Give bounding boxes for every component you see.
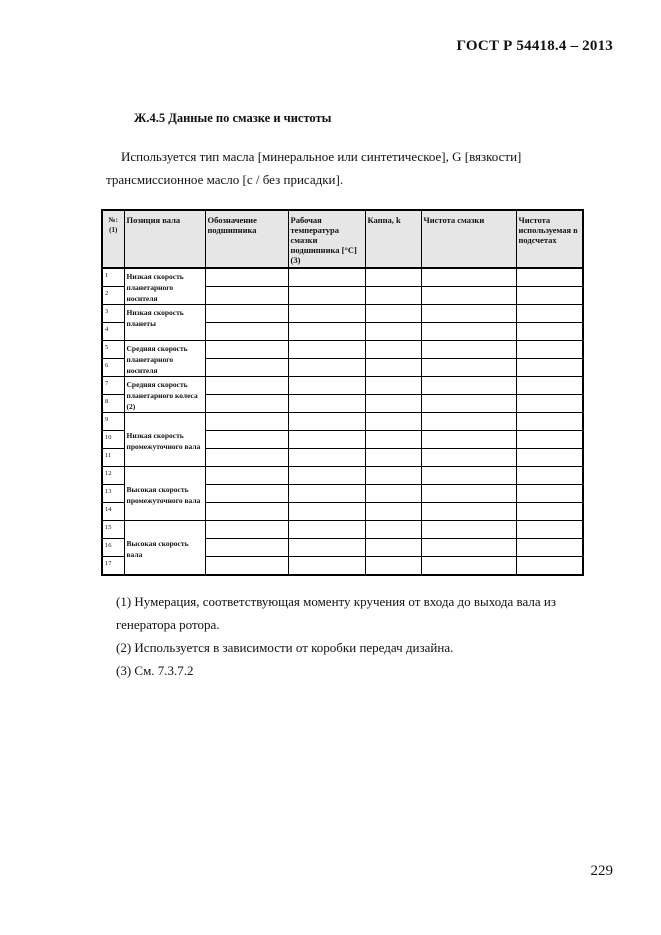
shaft-position-cell: Средняя скорость планетарного носителя [124,341,205,377]
empty-cell [365,557,421,576]
empty-cell [516,377,583,395]
empty-cell [365,377,421,395]
empty-cell [516,467,583,485]
row-number: 9 [102,413,124,431]
empty-cell [365,413,421,431]
empty-cell [421,557,516,576]
empty-cell [421,521,516,539]
row-number: 14 [102,503,124,521]
empty-cell [288,557,365,576]
empty-cell [205,413,288,431]
empty-cell [365,503,421,521]
table-row [102,521,583,539]
footnote-1-line-1: (1) Нумерация, соответствующая моменту кручения от входа до выхода вала из [116,594,557,609]
empty-cell [205,449,288,467]
empty-cell [205,521,288,539]
empty-cell [516,323,583,341]
empty-cell [516,485,583,503]
row-number: 5 [102,341,124,359]
empty-cell [365,539,421,557]
empty-cell [421,323,516,341]
empty-cell [421,431,516,449]
empty-cell [365,268,421,287]
empty-cell [205,305,288,323]
empty-cell [365,521,421,539]
lubrication-data-table [101,209,584,576]
empty-cell [205,395,288,413]
table-body [102,268,583,575]
empty-cell [288,268,365,287]
shaft-position-cell: Низкая скорость планеты [124,305,205,341]
row-number: 1 [102,268,124,287]
table-row [102,305,583,323]
empty-cell [516,503,583,521]
row-number: 11 [102,449,124,467]
row-number: 12 [102,467,124,485]
empty-cell [365,449,421,467]
empty-cell [288,485,365,503]
empty-cell [288,287,365,305]
empty-cell [516,341,583,359]
empty-cell [365,485,421,503]
header-bearing-designation: Обозначение подшипника [205,210,288,268]
empty-cell [516,539,583,557]
empty-cell [516,359,583,377]
empty-cell [421,449,516,467]
empty-cell [205,323,288,341]
empty-cell [365,467,421,485]
empty-cell [288,449,365,467]
row-number: 8 [102,395,124,413]
footnote-1-line-2: генератора ротора. [116,617,220,632]
empty-cell [365,431,421,449]
table-row [102,467,583,485]
empty-cell [288,503,365,521]
empty-cell [205,485,288,503]
empty-cell [365,395,421,413]
shaft-position-cell: Высокая скорость вала [124,521,205,576]
empty-cell [205,359,288,377]
empty-cell [421,359,516,377]
table-row [102,377,583,395]
empty-cell [288,377,365,395]
empty-cell [421,467,516,485]
header-number: №: (1) [102,210,124,268]
empty-cell [516,268,583,287]
empty-cell [288,323,365,341]
shaft-position-cell: Низкая скорость планетарного носителя [124,268,205,305]
intro-paragraph [106,145,581,191]
empty-cell [516,521,583,539]
empty-cell [365,323,421,341]
empty-cell [516,557,583,576]
row-number: 2 [102,287,124,305]
shaft-position-cell: Низкая скорость промежуточного вала [124,413,205,467]
empty-cell [516,431,583,449]
row-number: 15 [102,521,124,539]
table-row [102,268,583,287]
footnote-3: (3) См. 7.3.7.2 [116,663,194,678]
empty-cell [365,305,421,323]
empty-cell [288,521,365,539]
empty-cell [288,305,365,323]
empty-cell [288,413,365,431]
empty-cell [288,395,365,413]
empty-cell [205,539,288,557]
empty-cell [421,485,516,503]
empty-cell [205,467,288,485]
row-number: 3 [102,305,124,323]
empty-cell [288,431,365,449]
empty-cell [421,413,516,431]
empty-cell [205,431,288,449]
header-shaft-position: Позиция вала [124,210,205,268]
row-number: 17 [102,557,124,576]
empty-cell [205,557,288,576]
row-number: 7 [102,377,124,395]
empty-cell [421,341,516,359]
header-lubricant-cleanliness: Чистота смазки [421,210,516,268]
empty-cell [288,359,365,377]
empty-cell [421,377,516,395]
empty-cell [421,268,516,287]
empty-cell [205,287,288,305]
empty-cell [205,341,288,359]
empty-cell [205,503,288,521]
intro-line-1: Используется тип масла [минеральное или синтетическое], G [вязкости] [121,149,522,164]
row-number: 4 [102,323,124,341]
header-cleanliness-used: Чистота используемая в подсчетах [516,210,583,268]
row-number: 13 [102,485,124,503]
document-code: ГОСТ Р 54418.4 – 2013 [456,38,613,54]
section-title: Ж.4.5 Данные по смазке и чистоты [134,111,332,125]
empty-cell [421,503,516,521]
row-number: 10 [102,431,124,449]
empty-cell [421,539,516,557]
row-number: 16 [102,539,124,557]
row-number: 6 [102,359,124,377]
empty-cell [365,287,421,305]
empty-cell [288,539,365,557]
empty-cell [421,395,516,413]
empty-cell [516,395,583,413]
empty-cell [365,341,421,359]
shaft-position-cell: Средняя скорость планетарного колеса (2) [124,377,205,413]
footnote-2: (2) Используется в зависимости от коробки передач дизайна. [116,640,454,655]
empty-cell [288,341,365,359]
empty-cell [516,287,583,305]
header-kappa: Каппа, k [365,210,421,268]
header-operating-temperature: Рабочая температура смазки подшипника [°С] (3) [288,210,365,268]
page-number: 229 [590,863,613,879]
table-row [102,413,583,431]
empty-cell [205,377,288,395]
empty-cell [516,449,583,467]
table-header-row [102,210,583,268]
empty-cell [365,359,421,377]
empty-cell [288,467,365,485]
footnotes [116,590,596,682]
shaft-position-cell: Высокая скорость промежуточного вала [124,467,205,521]
empty-cell [421,305,516,323]
empty-cell [516,305,583,323]
intro-line-2: трансмиссионное масло [с / без присадки]. [106,172,344,187]
empty-cell [205,268,288,287]
empty-cell [516,413,583,431]
table-row [102,341,583,359]
empty-cell [421,287,516,305]
